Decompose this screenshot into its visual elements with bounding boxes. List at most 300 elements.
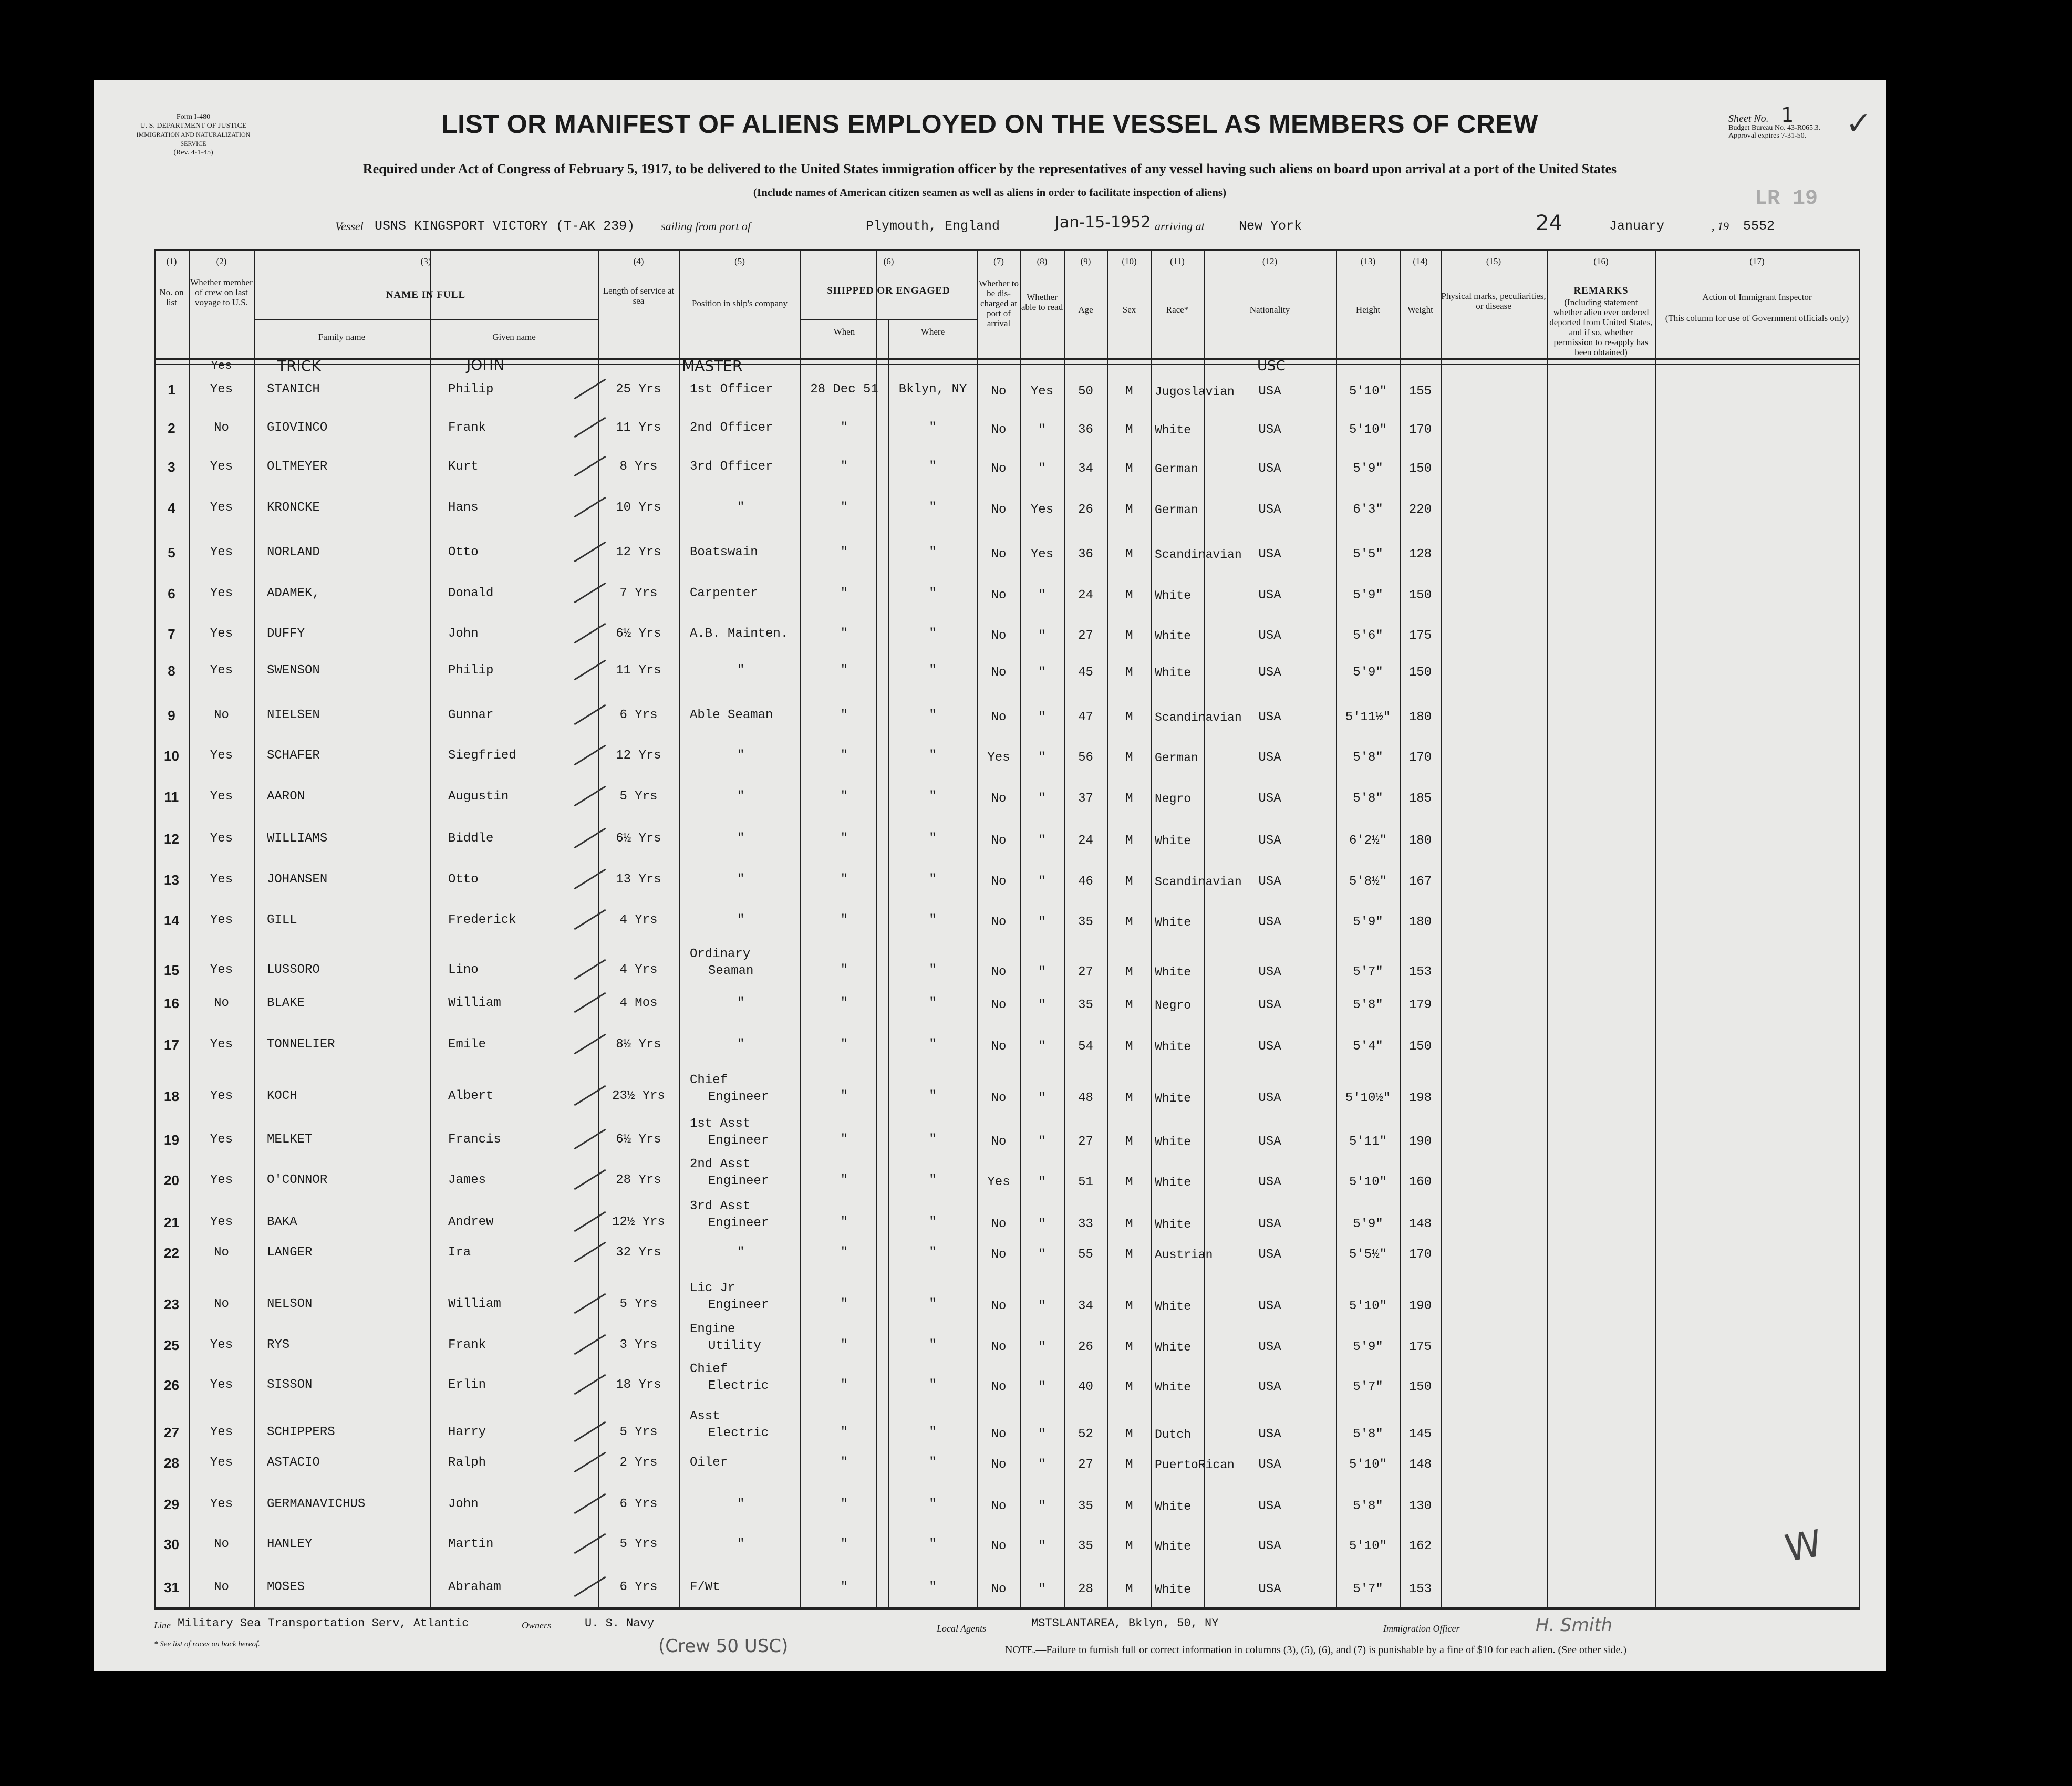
position-cell: "	[737, 663, 745, 678]
sex-cell: M	[1125, 915, 1133, 929]
weight-cell: 150	[1408, 1040, 1432, 1054]
nationality-cell: USA	[1258, 1582, 1281, 1596]
given-name-cell: Philip	[448, 382, 494, 397]
service-length-cell: 23½ Yrs	[612, 1089, 665, 1103]
prior-voyage-cell: Yes	[210, 663, 233, 678]
sex-cell: M	[1125, 1427, 1133, 1441]
weight-cell: 180	[1408, 915, 1432, 929]
weight-cell: 175	[1408, 629, 1432, 643]
nationality-cell: USA	[1258, 965, 1281, 979]
col-header-position: Position in ship's company	[691, 298, 788, 308]
position-cell-line2: Engineer	[708, 1134, 769, 1148]
crew-note: (Crew 50 USC)	[658, 1636, 789, 1657]
col-header-read: Whether able to read	[1021, 292, 1063, 312]
discharged-cell: No	[991, 998, 1007, 1012]
column-number: (2)	[216, 256, 227, 266]
age-cell: 27	[1078, 629, 1093, 643]
read-cell: "	[1038, 588, 1046, 603]
age-cell: 54	[1078, 1040, 1093, 1054]
header-bottom-border2	[154, 364, 1859, 365]
race-cell: White	[1155, 1092, 1192, 1105]
discharged-cell: No	[991, 1427, 1007, 1441]
sex-cell: M	[1125, 1135, 1133, 1149]
shipped-when-cell: "	[840, 1133, 848, 1147]
age-cell: 40	[1078, 1380, 1093, 1394]
shipped-when-cell: "	[840, 913, 848, 927]
race-cell: White	[1155, 1135, 1192, 1149]
shipped-when-cell: "	[840, 586, 848, 600]
col-header-action: Action of Immigrant Inspector	[1702, 292, 1812, 302]
arrival-year: 5552	[1743, 219, 1775, 234]
discharged-cell: Yes	[987, 1175, 1010, 1189]
race-cell: German	[1155, 462, 1198, 476]
column-rule	[1655, 249, 1656, 1610]
service-length-cell: 2 Yrs	[619, 1456, 658, 1470]
discharged-cell: No	[991, 462, 1007, 476]
age-cell: 26	[1078, 503, 1093, 517]
prior-voyage-cell: Yes	[210, 873, 233, 887]
race-cell: White	[1155, 1540, 1192, 1553]
sex-cell: M	[1125, 547, 1133, 562]
discharged-cell: No	[991, 588, 1007, 603]
family-name-cell: WILLIAMS	[267, 832, 328, 846]
given-name-cell: John	[448, 1497, 479, 1511]
race-cell: Jugoslavian	[1155, 385, 1235, 399]
col-header-weight: Weight	[1407, 305, 1433, 315]
read-cell: "	[1038, 1582, 1046, 1596]
nationality-cell: USA	[1258, 710, 1281, 724]
race-cell: White	[1155, 1300, 1192, 1313]
position-cell: "	[737, 832, 745, 846]
nationality-cell: USA	[1258, 1539, 1281, 1553]
sex-cell: M	[1125, 1380, 1133, 1394]
race-cell: White	[1155, 423, 1192, 437]
position-cell: "	[737, 1245, 745, 1260]
column-number: (3)	[420, 256, 431, 266]
shipped-where-cell: "	[929, 1338, 937, 1352]
height-cell: 5'6"	[1353, 629, 1383, 643]
prior-voyage-cell: Yes	[210, 832, 233, 846]
age-cell: 47	[1078, 710, 1093, 724]
position-cell: Engine	[690, 1322, 735, 1336]
age-cell: 34	[1078, 462, 1093, 476]
family-name-cell: NELSON	[267, 1297, 313, 1311]
prior-voyage-cell: Yes	[210, 1215, 233, 1229]
shipped-when-cell: "	[840, 1456, 848, 1470]
discharged-cell: No	[991, 1040, 1007, 1054]
age-cell: 52	[1078, 1427, 1093, 1441]
read-cell: "	[1038, 1091, 1046, 1105]
shipped-when-cell: "	[840, 1497, 848, 1511]
position-cell-line2: Electric	[708, 1426, 769, 1440]
column-rule	[154, 249, 156, 1610]
discharged-cell: No	[991, 834, 1007, 848]
column-rule	[598, 249, 599, 1610]
service-length-cell: 6½ Yrs	[616, 832, 661, 846]
service-length-cell: 11 Yrs	[616, 421, 661, 435]
sailing-date: Jan-15-1952	[1055, 213, 1151, 232]
weight-cell: 160	[1408, 1175, 1432, 1189]
shipped-when-cell: "	[840, 963, 848, 977]
discharged-cell: No	[991, 547, 1007, 562]
weight-cell: 150	[1408, 1380, 1432, 1394]
read-cell: "	[1038, 666, 1046, 680]
col-header-shipped: SHIPPED OR ENGAGED	[827, 285, 950, 296]
read-cell: "	[1038, 751, 1046, 765]
shipped-where-cell: "	[929, 1580, 937, 1594]
age-cell: 33	[1078, 1217, 1093, 1231]
prior-voyage-cell: Yes	[210, 913, 233, 927]
handwritten-mark: W	[1781, 1521, 1825, 1571]
height-cell: 6'3"	[1353, 503, 1383, 517]
sex-cell: M	[1125, 629, 1133, 643]
given-name-cell: Martin	[448, 1537, 494, 1551]
given-name-cell: Erlin	[448, 1378, 486, 1392]
weight-cell: 190	[1408, 1299, 1432, 1313]
subheader-rule	[254, 319, 598, 320]
col-header-sex: Sex	[1122, 305, 1136, 315]
sex-cell: M	[1125, 710, 1133, 724]
nationality-cell: USA	[1258, 1299, 1281, 1313]
age-cell: 46	[1078, 875, 1093, 889]
prior-voyage-cell: Yes	[210, 382, 233, 397]
row-number: 16	[164, 995, 179, 1011]
read-cell: "	[1038, 1340, 1046, 1354]
race-cell: White	[1155, 1040, 1192, 1054]
row-number: 31	[164, 1580, 179, 1595]
family-name-cell: SISSON	[267, 1378, 313, 1392]
service-length-cell: 6 Yrs	[619, 1580, 658, 1594]
shipped-when-cell: "	[840, 1378, 848, 1392]
family-name-cell: STANICH	[267, 382, 320, 397]
prior-voyage-cell: Yes	[210, 545, 233, 559]
nationality-cell: USA	[1258, 751, 1281, 765]
service-length-cell: 6 Yrs	[619, 1497, 658, 1511]
weight-cell: 148	[1408, 1458, 1432, 1472]
shipped-when-cell: "	[840, 627, 848, 641]
shipped-when-cell: "	[840, 460, 848, 474]
read-cell: "	[1038, 1217, 1046, 1231]
vessel-label: Vessel	[335, 220, 364, 233]
weight-cell: 153	[1408, 965, 1432, 979]
height-cell: 5'8"	[1353, 792, 1383, 806]
shipped-where-cell: "	[929, 1215, 937, 1229]
height-cell: 5'10"	[1349, 1175, 1387, 1189]
weight-cell: 150	[1408, 588, 1432, 603]
shipped-when-cell: "	[840, 873, 848, 887]
column-rule	[1859, 249, 1860, 1610]
age-cell: 35	[1078, 915, 1093, 929]
nationality-cell: USA	[1258, 1040, 1281, 1054]
age-cell: 26	[1078, 1340, 1093, 1354]
position-cell: Asst	[690, 1409, 720, 1424]
given-name-cell: Abraham	[448, 1580, 501, 1594]
department: U. S. DEPARTMENT OF JUSTICE	[140, 122, 247, 130]
family-name-cell: LUSSORO	[267, 963, 320, 977]
races-note: * See list of races on back hereof.	[154, 1640, 260, 1648]
given-name-cell: Augustin	[448, 790, 509, 804]
discharged-cell: Yes	[987, 751, 1010, 765]
race-cell: German	[1155, 751, 1198, 765]
read-cell: "	[1038, 1135, 1046, 1149]
sex-cell: M	[1125, 751, 1133, 765]
footer	[154, 1615, 1859, 1667]
column-number: (6)	[883, 256, 894, 266]
sex-cell: M	[1125, 1091, 1133, 1105]
shipped-when-cell: "	[840, 421, 848, 435]
prior-voyage-cell: Yes	[210, 1133, 233, 1147]
shipped-where-cell: "	[929, 1378, 937, 1392]
height-cell: 5'9"	[1353, 1340, 1383, 1354]
height-cell: 5'10"	[1349, 1458, 1387, 1472]
column-rule	[1151, 249, 1152, 1610]
row-number: 14	[164, 912, 179, 928]
sheet-check-mark: ✓	[1846, 105, 1872, 142]
read-cell: "	[1038, 1499, 1046, 1513]
position-cell: 3rd Officer	[690, 460, 773, 474]
prior-voyage-cell: Yes	[210, 749, 233, 763]
col-header-given-name: Given name	[492, 332, 536, 342]
service-length-cell: 8½ Yrs	[616, 1037, 661, 1052]
read-cell: "	[1038, 792, 1046, 806]
sex-cell: M	[1125, 875, 1133, 889]
nationality-cell: USA	[1258, 1175, 1281, 1189]
nationality-cell: USA	[1258, 629, 1281, 643]
col-header-service: Length of service at sea	[603, 286, 675, 306]
vessel-name: USNS KINGSPORT VICTORY (T-AK 239)	[375, 219, 635, 234]
form-number: Form I-480	[176, 113, 211, 121]
height-cell: 5'10"	[1349, 1539, 1387, 1553]
height-cell: 5'8"	[1353, 1499, 1383, 1513]
read-cell: "	[1038, 423, 1046, 437]
weight-cell: 198	[1408, 1091, 1432, 1105]
race-cell: Scandinavian	[1155, 875, 1242, 889]
agents-label: Local Agents	[937, 1623, 987, 1634]
service-length-cell: 11 Yrs	[616, 663, 661, 678]
sheet-label: Sheet No.	[1728, 113, 1769, 124]
approval-expiry: Approval expires 7-31-50.	[1728, 132, 1807, 140]
given-name-cell: John	[448, 627, 479, 641]
family-name-cell: RYS	[267, 1338, 290, 1352]
race-cell: Negro	[1155, 792, 1192, 806]
sex-cell: M	[1125, 834, 1133, 848]
column-rule	[430, 319, 431, 1610]
shipped-where-cell: "	[929, 1537, 937, 1551]
height-cell: 5'5"	[1353, 547, 1383, 562]
given-name-cell: Gunnar	[448, 708, 494, 722]
weight-cell: 153	[1408, 1582, 1432, 1596]
page-title: LIST OR MANIFEST OF ALIENS EMPLOYED ON THE VESSEL AS MEMBERS OF CREW	[441, 109, 1538, 139]
nationality-cell: USA	[1258, 423, 1281, 437]
height-cell: 5'8"	[1353, 1427, 1383, 1441]
weight-cell: 170	[1408, 423, 1432, 437]
height-cell: 5'10½"	[1345, 1091, 1391, 1105]
weight-cell: 150	[1408, 666, 1432, 680]
col-header-family-name: Family name	[318, 332, 366, 342]
row-number: 28	[164, 1455, 179, 1471]
sex-cell: M	[1125, 965, 1133, 979]
race-cell: White	[1155, 965, 1192, 979]
family-name-cell: KRONCKE	[267, 501, 320, 515]
shipped-where-cell: "	[929, 1497, 937, 1511]
arrival-month: January	[1609, 219, 1665, 234]
column-number: (8)	[1037, 256, 1048, 266]
given-name-cell: Hans	[448, 501, 479, 515]
discharged-cell: No	[991, 1499, 1007, 1513]
row-number: 23	[164, 1296, 179, 1312]
position-cell: 1st Officer	[690, 382, 773, 397]
row-number: 17	[164, 1037, 179, 1053]
position-cell: Ordinary	[690, 947, 751, 961]
sex-cell: M	[1125, 1217, 1133, 1231]
age-cell: 34	[1078, 1299, 1093, 1313]
race-cell: Austrian	[1155, 1248, 1213, 1262]
column-number: (7)	[993, 256, 1004, 266]
column-number: (9)	[1080, 256, 1091, 266]
row-number: 22	[164, 1245, 179, 1261]
position-cell: Able Seaman	[690, 708, 773, 722]
master-position: MASTER	[682, 357, 743, 375]
column-number: (10)	[1122, 256, 1137, 266]
master-given-name: JOHN	[467, 356, 505, 373]
nationality-cell: USA	[1258, 1458, 1281, 1472]
given-name-cell: Lino	[448, 963, 479, 977]
weight-cell: 170	[1408, 1248, 1432, 1262]
height-cell: 5'9"	[1353, 666, 1383, 680]
position-cell: Oiler	[690, 1456, 728, 1470]
read-cell: "	[1038, 915, 1046, 929]
sailing-label: sailing from port of	[661, 220, 751, 233]
sex-cell: M	[1125, 462, 1133, 476]
prior-voyage-cell: Yes	[210, 1378, 233, 1392]
service-length-cell: 4 Yrs	[619, 963, 658, 977]
arrival-port: New York	[1239, 219, 1302, 234]
shipped-where-cell: "	[929, 627, 937, 641]
discharged-cell: No	[991, 875, 1007, 889]
sex-cell: M	[1125, 423, 1133, 437]
table-bottom-border	[154, 1607, 1859, 1610]
age-cell: 48	[1078, 1091, 1093, 1105]
read-cell: "	[1038, 629, 1046, 643]
shipped-when-cell: "	[840, 1338, 848, 1352]
position-cell: Lic Jr	[690, 1281, 735, 1295]
read-cell: "	[1038, 998, 1046, 1012]
race-cell: White	[1155, 1500, 1192, 1513]
row-number: 26	[164, 1377, 179, 1393]
owners-label: Owners	[522, 1620, 552, 1631]
service-length-cell: 13 Yrs	[616, 873, 661, 887]
family-name-cell: KOCH	[267, 1089, 297, 1103]
family-name-cell: MOSES	[267, 1580, 305, 1594]
given-name-cell: Frederick	[448, 913, 516, 927]
shipped-when-cell: "	[840, 1425, 848, 1439]
row-number: 25	[164, 1337, 179, 1353]
given-name-cell: Ira	[448, 1245, 471, 1260]
height-cell: 5'7"	[1353, 1582, 1383, 1596]
height-cell: 5'9"	[1353, 588, 1383, 603]
age-cell: 50	[1078, 385, 1093, 399]
read-cell: Yes	[1030, 503, 1054, 517]
nationality-cell: USA	[1258, 462, 1281, 476]
shipped-where-cell: "	[929, 996, 937, 1010]
shipped-where-cell: "	[929, 460, 937, 474]
prior-voyage-cell: Yes	[210, 1089, 233, 1103]
age-cell: 35	[1078, 1499, 1093, 1513]
row-number: 13	[164, 872, 179, 888]
shipped-when-cell: "	[840, 790, 848, 804]
family-name-cell: SCHIPPERS	[267, 1425, 335, 1439]
read-cell: "	[1038, 1427, 1046, 1441]
shipped-where-cell: "	[929, 1456, 937, 1470]
age-cell: 24	[1078, 588, 1093, 603]
page-subtitle-note: (Include names of American citizen seamen as well as aliens in order to facilitate inspection of aliens)	[753, 186, 1227, 199]
age-cell: 51	[1078, 1175, 1093, 1189]
service-length-cell: 7 Yrs	[619, 586, 658, 600]
col-header-prior-voyage: Whether member of crew on last voyage to U.S.	[190, 277, 253, 307]
position-cell-line2: Electric	[708, 1379, 769, 1393]
column-number: (11)	[1170, 256, 1185, 266]
discharged-cell: No	[991, 1299, 1007, 1313]
service-length-cell: 5 Yrs	[619, 1297, 658, 1311]
service-length-cell: 12 Yrs	[616, 545, 661, 559]
given-name-cell: Biddle	[448, 832, 494, 846]
shipped-where-cell: "	[929, 663, 937, 678]
row-number: 7	[168, 626, 175, 642]
weight-cell: 150	[1408, 462, 1432, 476]
sheet-number: 1	[1781, 103, 1794, 127]
weight-cell: 180	[1408, 710, 1432, 724]
officer-label: Immigration Officer	[1383, 1623, 1460, 1634]
year-prefix: , 19	[1712, 220, 1729, 233]
service-length-cell: 5 Yrs	[619, 1537, 658, 1551]
weight-cell: 167	[1408, 875, 1432, 889]
page-subtitle: Required under Act of Congress of February 5, 1917, to be delivered to the United States immigration officer by the representatives of any vessel having such aliens on board upon arrival at a port of the United States	[362, 161, 1617, 176]
row-number: 12	[164, 831, 179, 847]
shipped-where-cell: "	[929, 832, 937, 846]
sex-cell: M	[1125, 588, 1133, 603]
prior-voyage-cell: Yes	[210, 1456, 233, 1470]
shipped-when-cell: "	[840, 1173, 848, 1187]
service-name: IMMIGRATION AND NATURALIZATION SERVICE	[136, 131, 251, 147]
sex-cell: M	[1125, 1499, 1133, 1513]
penalty-note: NOTE.—Failure to furnish full or correct information in columns (3), (5), (6), and (7) is punishable by a fine of $10 for each alien. (See other side.)	[1005, 1644, 1626, 1656]
column-number: (15)	[1486, 256, 1501, 266]
given-name-cell: Otto	[448, 873, 479, 887]
master-prev-voyage: Yes	[211, 359, 232, 372]
shipped-when-cell: "	[840, 1297, 848, 1311]
shipped-when-cell: "	[840, 996, 848, 1010]
shipped-where-cell: "	[929, 1297, 937, 1311]
prior-voyage-cell: Yes	[210, 627, 233, 641]
nationality-cell: USA	[1258, 1340, 1281, 1354]
race-cell: Dutch	[1155, 1428, 1192, 1441]
col-header-where: Where	[920, 327, 945, 337]
col-header-name: NAME IN FULL	[386, 289, 466, 300]
prior-voyage-cell: No	[214, 708, 229, 722]
row-number: 20	[164, 1172, 179, 1188]
family-name-cell: NORLAND	[267, 545, 320, 559]
given-name-cell: Francis	[448, 1133, 501, 1147]
height-cell: 5'9"	[1353, 1217, 1383, 1231]
given-name-cell: Albert	[448, 1089, 494, 1103]
service-length-cell: 5 Yrs	[619, 1425, 658, 1439]
prior-voyage-cell: Yes	[210, 460, 233, 474]
sailing-port: Plymouth, England	[866, 219, 1000, 234]
sex-cell: M	[1125, 1458, 1133, 1472]
row-number: 6	[168, 586, 175, 601]
service-length-cell: 8 Yrs	[619, 460, 658, 474]
nationality-cell: USA	[1258, 547, 1281, 562]
